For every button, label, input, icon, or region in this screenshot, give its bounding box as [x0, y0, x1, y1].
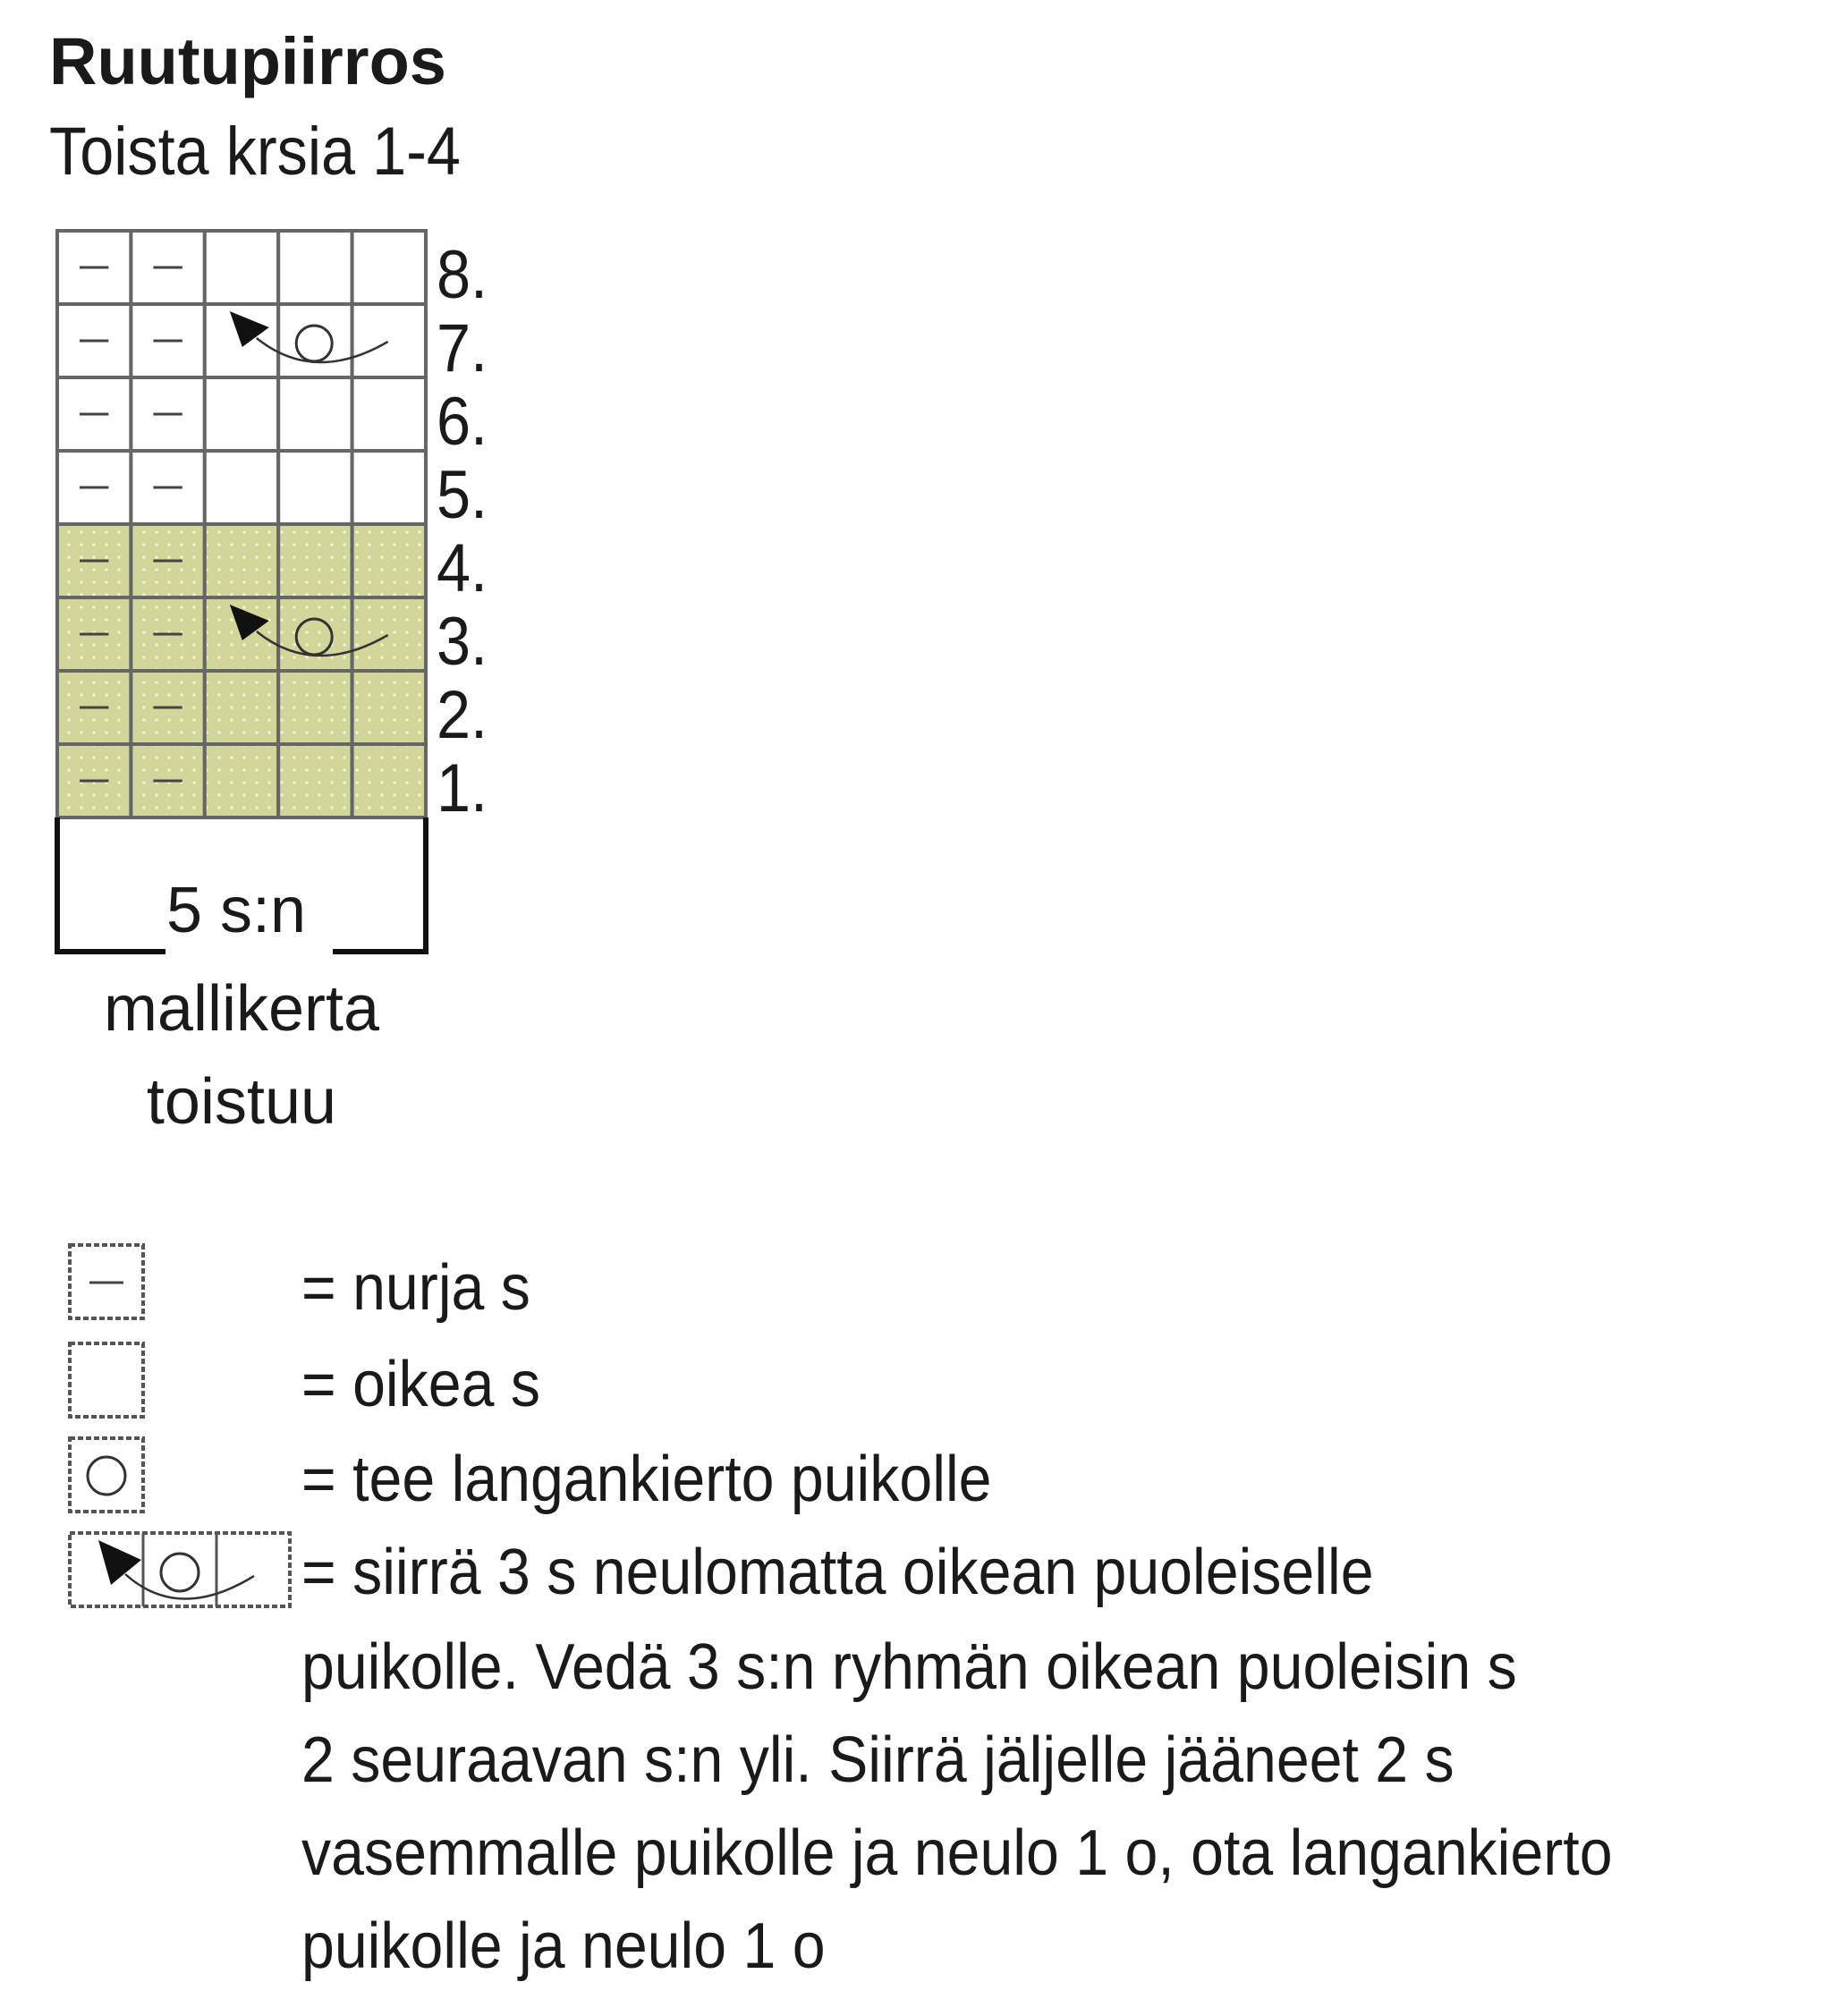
- repeat-caption-1: mallikerta: [103, 973, 380, 1045]
- legend-knit-text: = oikea s: [301, 1349, 540, 1420]
- legend-yarnover-icon: [70, 1438, 143, 1512]
- row-label-6: 6.: [437, 384, 488, 460]
- row-label-2: 2.: [437, 677, 488, 753]
- chart-cell: [205, 671, 278, 744]
- chart-cell: [352, 744, 426, 817]
- row-label-3: 3.: [437, 604, 488, 680]
- legend-passover-line-4: vasemmalle puikolle ja neulo 1 o, ota langankierto: [301, 1817, 1613, 1889]
- legend-passover-text: = siirrä 3 s neulomatta oikean puoleiselle: [301, 1537, 1374, 1608]
- chart-cell: [278, 671, 352, 744]
- chart-cell: [352, 377, 426, 451]
- chart-cell: [352, 304, 426, 377]
- legend-purl-text: = nurja s: [301, 1252, 530, 1324]
- legend-passover-line-5: puikolle ja neulo 1 o: [301, 1910, 826, 1982]
- repeat-label: 5 s:n: [166, 875, 307, 946]
- chart-cell: [278, 231, 352, 304]
- row-label-4: 4.: [437, 530, 488, 606]
- chart-cell: [352, 597, 426, 671]
- chart-subtitle: Toista krsia 1-4: [49, 114, 461, 190]
- chart-cell: [205, 451, 278, 524]
- row-label-7: 7.: [437, 310, 488, 386]
- legend-passover-line-3: 2 seuraavan s:n yli. Siirrä jäljelle jääneet 2 s: [301, 1724, 1455, 1796]
- legend-yarnover-text: = tee langankierto puikolle: [301, 1444, 992, 1515]
- chart-cell: [278, 304, 352, 377]
- chart-cell: [278, 597, 352, 671]
- repeat-caption-2: toistuu: [146, 1066, 337, 1138]
- chart-cell: [278, 744, 352, 817]
- legend-passover-line-2: puikolle. Vedä 3 s:n ryhmän oikean puoleisin s: [301, 1631, 1517, 1703]
- chart-cell: [205, 231, 278, 304]
- chart-cell: [352, 524, 426, 597]
- chart-cell: [352, 671, 426, 744]
- chart-cell: [352, 451, 426, 524]
- chart-cell: [278, 451, 352, 524]
- row-label-8: 8.: [437, 237, 488, 313]
- chart-cell: [278, 377, 352, 451]
- chart-cell: [205, 524, 278, 597]
- chart-cell: [205, 744, 278, 817]
- chart-cell: [352, 231, 426, 304]
- legend-knit-icon: [70, 1343, 143, 1417]
- chart-title: Ruutupiirros: [49, 24, 446, 98]
- chart-cell: [278, 524, 352, 597]
- chart-cell: [205, 377, 278, 451]
- row-label-1: 1.: [437, 750, 488, 826]
- row-label-5: 5.: [437, 457, 488, 533]
